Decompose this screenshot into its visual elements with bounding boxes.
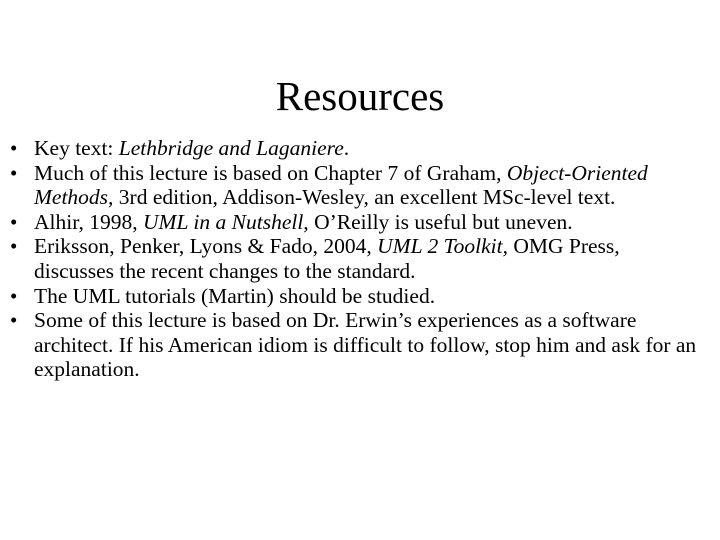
bullet-text: Much of this lecture is based on Chapter 7 of Graham,: [34, 160, 507, 185]
bullet-item: [10, 308, 700, 382]
slide-title-text: Resources: [275, 73, 445, 119]
bullet-marker: •: [10, 234, 18, 259]
bullet-italic-text: Object-Oriented Methods,: [34, 160, 648, 210]
bullet-marker: •: [10, 308, 18, 333]
bullet-marker: •: [10, 209, 18, 234]
bullet-text: The UML tutorials (Martin) should be studied.: [34, 283, 436, 308]
bullet-item: [10, 136, 700, 161]
slide-title: [0, 72, 720, 120]
bullet-item: [10, 210, 700, 235]
bullet-text: Some of this lecture is based on Dr. Erwin’s experiences as a software architect. If his American idiom is difficult to follow, stop him and ask for an explanation.: [34, 308, 697, 382]
bullet-list: [10, 136, 700, 382]
bullet-text: Key text:: [34, 136, 119, 160]
bullet-text: O’Reilly is useful but uneven.: [308, 209, 573, 234]
bullet-text: OMG Press, discusses the recent changes to the standard.: [34, 234, 620, 283]
bullet-text: .: [343, 136, 350, 160]
bullet-italic-text: UML 2 Toolkit,: [377, 234, 508, 259]
bullet-item: [10, 234, 700, 283]
bullet-italic-text: Lethbridge and Laganiere: [118, 136, 344, 160]
bullet-marker: •: [10, 136, 18, 160]
bullet-text: Eriksson, Penker, Lyons & Fado, 2004,: [34, 234, 378, 259]
bullet-item: [10, 284, 700, 309]
bullet-item: [10, 161, 700, 210]
bullet-marker: •: [10, 160, 18, 185]
bullet-italic-text: UML in a Nutshell,: [143, 209, 309, 234]
bullet-text: Alhir, 1998,: [34, 209, 144, 234]
bullet-text: 3rd edition, Addison-Wesley, an excellent MSc-level text.: [113, 185, 616, 210]
bullet-marker: •: [10, 283, 18, 308]
